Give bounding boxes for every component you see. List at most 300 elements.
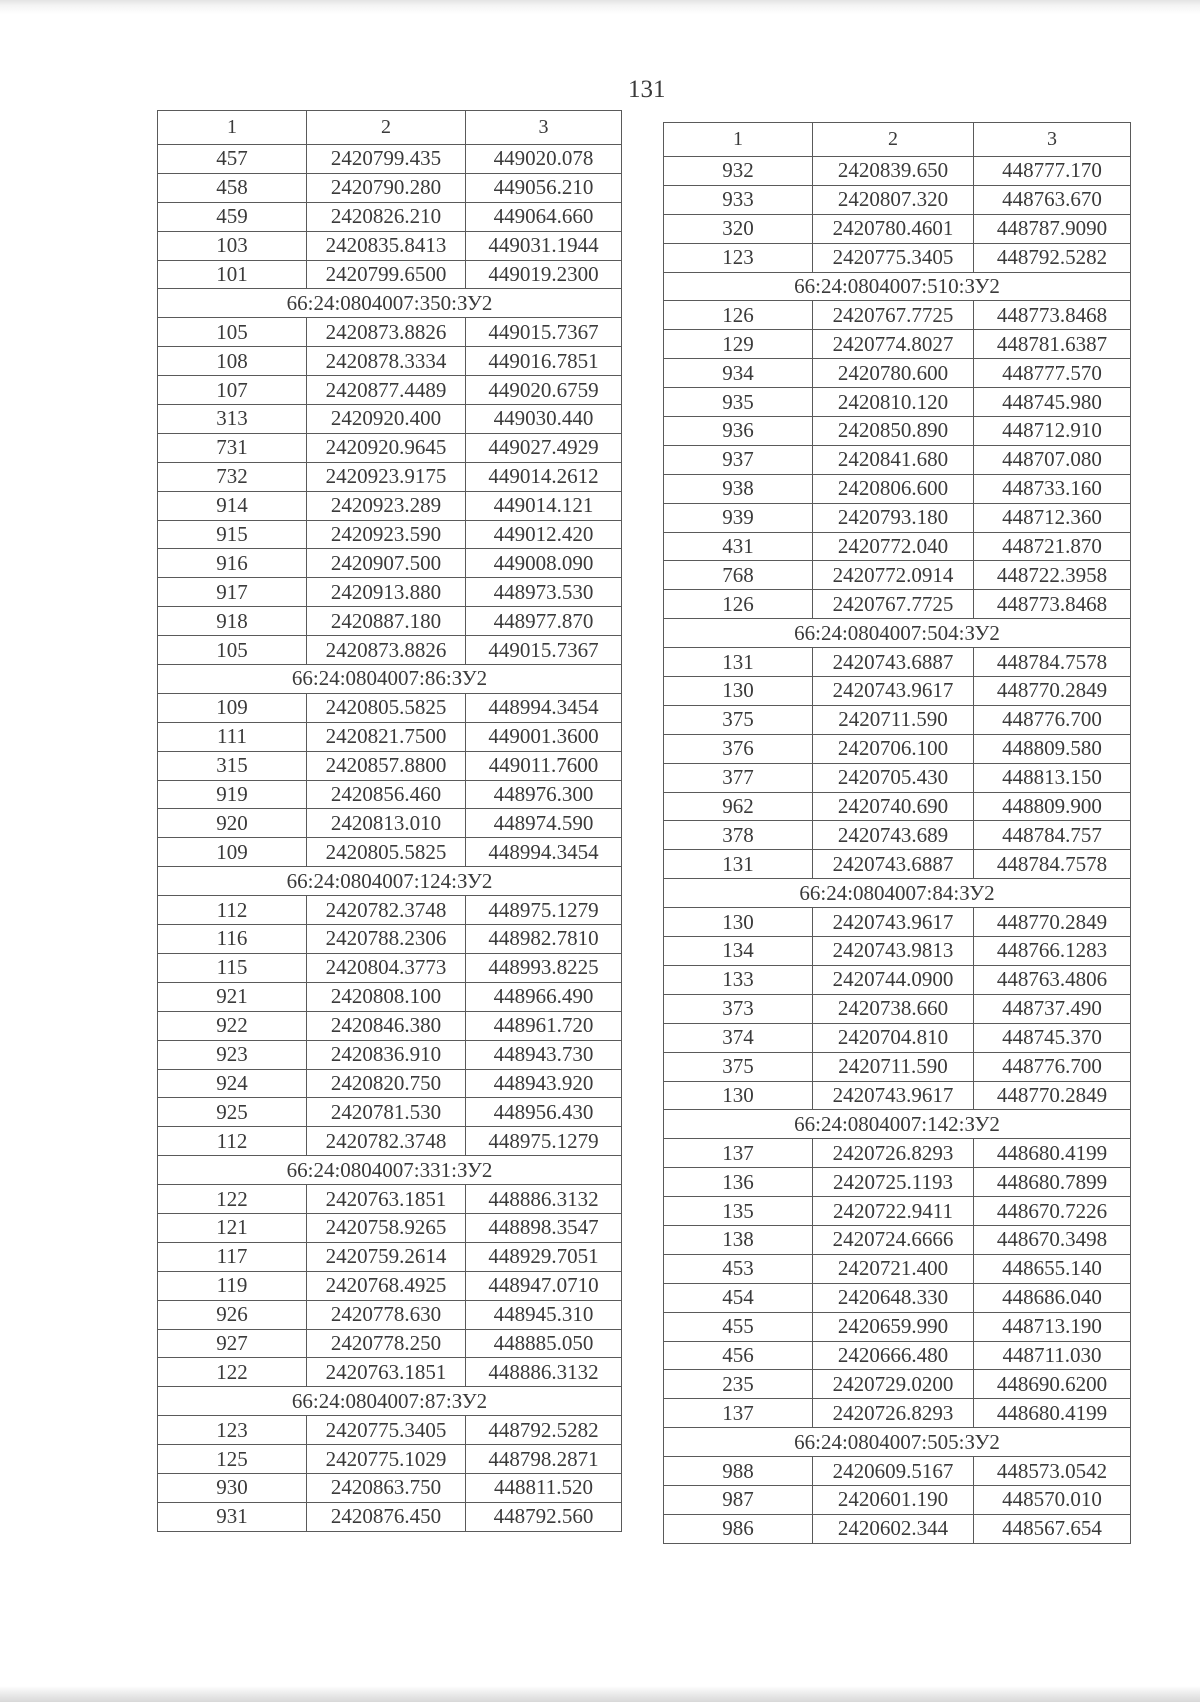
table-row — [158, 953, 622, 982]
table-row — [664, 1225, 1131, 1254]
parcel-cadastral-number: 66:24:0804007:142:ЗУ2 — [664, 1110, 1131, 1139]
coordinate-y: 448943.920 — [466, 1069, 622, 1098]
coordinate-y: 448777.570 — [974, 359, 1131, 388]
coordinate-x: 2420774.8027 — [813, 330, 974, 359]
point-number: 134 — [664, 937, 813, 966]
coordinate-x: 2420799.435 — [307, 145, 466, 174]
parcel-cadastral-number: 66:24:0804007:331:ЗУ2 — [158, 1156, 622, 1185]
coordinate-y: 448781.6387 — [974, 330, 1131, 359]
table-row — [158, 1358, 622, 1387]
parcel-section-row — [664, 879, 1131, 908]
coordinate-x: 2420856.460 — [307, 780, 466, 809]
coordinate-x: 2420763.1851 — [307, 1358, 466, 1387]
point-number: 131 — [664, 648, 813, 677]
point-number: 915 — [158, 520, 307, 549]
coordinate-y: 448813.150 — [974, 763, 1131, 792]
coordinate-y: 449008.090 — [466, 549, 622, 578]
table-row — [664, 503, 1131, 532]
point-number: 313 — [158, 405, 307, 434]
coordinate-y: 448784.7578 — [974, 648, 1131, 677]
coordinate-y: 448745.980 — [974, 388, 1131, 417]
coordinate-x: 2420778.250 — [307, 1329, 466, 1358]
table-row — [664, 1370, 1131, 1399]
coordinate-x: 2420743.9617 — [813, 1081, 974, 1110]
coordinate-x: 2420705.430 — [813, 763, 974, 792]
coordinate-x: 2420775.3405 — [307, 1416, 466, 1445]
point-number: 115 — [158, 953, 307, 982]
coordinate-y: 448798.2871 — [466, 1445, 622, 1474]
table-row — [158, 925, 622, 954]
table-row — [664, 301, 1131, 330]
coordinate-y: 448809.900 — [974, 792, 1131, 821]
coordinate-y: 448713.190 — [974, 1312, 1131, 1341]
header-row — [158, 111, 622, 145]
point-number: 986 — [664, 1514, 813, 1543]
parcel-section-row — [158, 867, 622, 896]
coordinate-x: 2420873.8826 — [307, 636, 466, 665]
parcel-cadastral-number: 66:24:0804007:124:ЗУ2 — [158, 867, 622, 896]
table-row — [158, 405, 622, 434]
coordinate-x: 2420744.0900 — [813, 965, 974, 994]
coordinate-x: 2420726.8293 — [813, 1399, 974, 1428]
point-number: 135 — [664, 1197, 813, 1226]
coordinate-y: 448763.670 — [974, 185, 1131, 214]
coordinate-x: 2420725.1193 — [813, 1168, 974, 1197]
scan-edge-top — [0, 0, 1200, 14]
table-row — [664, 1197, 1131, 1226]
parcel-section-row — [664, 1428, 1131, 1457]
coordinate-y: 449011.7600 — [466, 751, 622, 780]
coordinate-x: 2420799.6500 — [307, 260, 466, 289]
coordinate-y: 448733.160 — [974, 474, 1131, 503]
point-number: 916 — [158, 549, 307, 578]
table-row — [158, 1502, 622, 1531]
point-number: 378 — [664, 821, 813, 850]
point-number: 917 — [158, 578, 307, 607]
table-row — [664, 994, 1131, 1023]
point-number: 933 — [664, 185, 813, 214]
coordinate-x: 2420729.0200 — [813, 1370, 974, 1399]
coordinate-x: 2420877.4489 — [307, 376, 466, 405]
coordinate-x: 2420857.8800 — [307, 751, 466, 780]
point-number: 122 — [158, 1185, 307, 1214]
coordinate-x: 2420780.600 — [813, 359, 974, 388]
coordinate-x: 2420807.320 — [813, 185, 974, 214]
point-number: 107 — [158, 376, 307, 405]
coordinate-y: 448961.720 — [466, 1011, 622, 1040]
coordinate-x: 2420648.330 — [813, 1283, 974, 1312]
coordinate-x: 2420740.690 — [813, 792, 974, 821]
table-row — [158, 896, 622, 925]
table-row — [664, 937, 1131, 966]
table-row — [664, 965, 1131, 994]
table-row — [664, 1399, 1131, 1428]
point-number: 373 — [664, 994, 813, 1023]
coordinates-table-right — [663, 122, 1131, 1544]
table-row — [158, 636, 622, 665]
point-number: 922 — [158, 1011, 307, 1040]
coordinate-y: 449012.420 — [466, 520, 622, 549]
table-row — [158, 145, 622, 174]
point-number: 131 — [664, 850, 813, 879]
coordinate-y: 448690.6200 — [974, 1370, 1131, 1399]
point-number: 126 — [664, 301, 813, 330]
coordinates-table-left — [157, 110, 622, 1532]
coordinate-x: 2420659.990 — [813, 1312, 974, 1341]
table-body — [664, 123, 1131, 1544]
point-number: 123 — [664, 243, 813, 272]
table-row — [664, 474, 1131, 503]
table-row — [664, 185, 1131, 214]
coordinate-y: 449015.7367 — [466, 636, 622, 665]
point-number: 938 — [664, 474, 813, 503]
table-row — [664, 445, 1131, 474]
point-number: 431 — [664, 532, 813, 561]
table-row — [158, 260, 622, 289]
coordinate-x: 2420772.040 — [813, 532, 974, 561]
table-row — [664, 1312, 1131, 1341]
point-number: 136 — [664, 1168, 813, 1197]
coordinate-x: 2420704.810 — [813, 1023, 974, 1052]
point-number: 927 — [158, 1329, 307, 1358]
point-number: 133 — [664, 965, 813, 994]
table-row — [158, 520, 622, 549]
table-row — [664, 792, 1131, 821]
coordinate-x: 2420743.6887 — [813, 648, 974, 677]
coordinate-y: 448976.300 — [466, 780, 622, 809]
table-row — [664, 590, 1131, 619]
table-row — [158, 1040, 622, 1069]
parcel-section-row — [158, 665, 622, 694]
parcel-cadastral-number: 66:24:0804007:510:ЗУ2 — [664, 272, 1131, 301]
table-row — [664, 1254, 1131, 1283]
table-row — [158, 780, 622, 809]
coordinate-y: 449016.7851 — [466, 347, 622, 376]
coordinate-x: 2420808.100 — [307, 982, 466, 1011]
point-number: 112 — [158, 896, 307, 925]
coordinate-y: 448745.370 — [974, 1023, 1131, 1052]
point-number: 123 — [158, 1416, 307, 1445]
coordinate-x: 2420743.9617 — [813, 908, 974, 937]
coordinate-x: 2420743.9813 — [813, 937, 974, 966]
table-row — [664, 648, 1131, 677]
table-row — [664, 243, 1131, 272]
point-number: 138 — [664, 1225, 813, 1254]
point-number: 919 — [158, 780, 307, 809]
coordinate-y: 448966.490 — [466, 982, 622, 1011]
table-row — [664, 532, 1131, 561]
point-number: 315 — [158, 751, 307, 780]
table-row — [158, 1300, 622, 1329]
table-row — [664, 1139, 1131, 1168]
table-row — [664, 1283, 1131, 1312]
point-number: 936 — [664, 417, 813, 446]
coordinate-x: 2420711.590 — [813, 705, 974, 734]
table-row — [664, 763, 1131, 792]
coordinate-y: 448792.5282 — [974, 243, 1131, 272]
coordinate-y: 448773.8468 — [974, 301, 1131, 330]
point-number: 731 — [158, 433, 307, 462]
point-number: 235 — [664, 1370, 813, 1399]
table-row — [158, 231, 622, 260]
coordinate-x: 2420839.650 — [813, 157, 974, 186]
coordinate-x: 2420726.8293 — [813, 1139, 974, 1168]
coordinate-y: 448792.5282 — [466, 1416, 622, 1445]
coordinate-y: 448886.3132 — [466, 1358, 622, 1387]
point-number: 987 — [664, 1485, 813, 1514]
table-row — [158, 347, 622, 376]
coordinate-y: 448792.560 — [466, 1502, 622, 1531]
point-number: 119 — [158, 1271, 307, 1300]
coordinate-y: 449020.6759 — [466, 376, 622, 405]
coordinate-x: 2420820.750 — [307, 1069, 466, 1098]
coordinate-y: 449031.1944 — [466, 231, 622, 260]
point-number: 918 — [158, 607, 307, 636]
coordinate-x: 2420758.9265 — [307, 1213, 466, 1242]
coordinate-y: 448570.010 — [974, 1485, 1131, 1514]
column-header: 2 — [813, 123, 974, 157]
coordinate-y: 449014.121 — [466, 491, 622, 520]
coordinate-y: 448686.040 — [974, 1283, 1131, 1312]
header-row — [664, 123, 1131, 157]
coordinate-y: 448943.730 — [466, 1040, 622, 1069]
table-row — [664, 1457, 1131, 1486]
table-row — [158, 433, 622, 462]
coordinate-y: 449056.210 — [466, 173, 622, 202]
coordinate-x: 2420810.120 — [813, 388, 974, 417]
coordinate-x: 2420706.100 — [813, 734, 974, 763]
coordinate-y: 448773.8468 — [974, 590, 1131, 619]
table-row — [158, 318, 622, 347]
table-row — [158, 1011, 622, 1040]
coordinate-x: 2420767.7725 — [813, 301, 974, 330]
page-number: 131 — [628, 76, 666, 103]
table-row — [158, 491, 622, 520]
coordinate-x: 2420821.7500 — [307, 722, 466, 751]
coordinate-x: 2420743.6887 — [813, 850, 974, 879]
point-number: 121 — [158, 1213, 307, 1242]
point-number: 376 — [664, 734, 813, 763]
coordinate-y: 448670.3498 — [974, 1225, 1131, 1254]
table-row — [158, 376, 622, 405]
point-number: 130 — [664, 908, 813, 937]
coordinate-x: 2420876.450 — [307, 1502, 466, 1531]
coordinate-x: 2420873.8826 — [307, 318, 466, 347]
coordinate-x: 2420923.590 — [307, 520, 466, 549]
table-row — [158, 838, 622, 867]
coordinate-y: 448680.7899 — [974, 1168, 1131, 1197]
coordinate-y: 448947.0710 — [466, 1271, 622, 1300]
coordinate-x: 2420666.480 — [813, 1341, 974, 1370]
point-number: 925 — [158, 1098, 307, 1127]
table-row — [158, 722, 622, 751]
point-number: 457 — [158, 145, 307, 174]
point-number: 459 — [158, 202, 307, 231]
table-row — [158, 1185, 622, 1214]
parcel-section-row — [664, 1110, 1131, 1139]
point-number: 105 — [158, 636, 307, 665]
table-row — [158, 693, 622, 722]
table-row — [664, 1341, 1131, 1370]
coordinate-x: 2420826.210 — [307, 202, 466, 231]
point-number: 920 — [158, 809, 307, 838]
coordinate-y: 448945.310 — [466, 1300, 622, 1329]
coordinate-x: 2420788.2306 — [307, 925, 466, 954]
table-row — [664, 677, 1131, 706]
table-row — [158, 1127, 622, 1156]
point-number: 126 — [664, 590, 813, 619]
table-row — [158, 982, 622, 1011]
column-header: 3 — [466, 111, 622, 145]
table-row — [664, 561, 1131, 590]
point-number: 130 — [664, 1081, 813, 1110]
coordinate-x: 2420790.280 — [307, 173, 466, 202]
table-row — [158, 607, 622, 636]
coordinate-y: 448784.757 — [974, 821, 1131, 850]
column-header: 2 — [307, 111, 466, 145]
table-row — [158, 751, 622, 780]
coordinate-x: 2420846.380 — [307, 1011, 466, 1040]
coordinate-x: 2420804.3773 — [307, 953, 466, 982]
coordinate-x: 2420907.500 — [307, 549, 466, 578]
table-row — [158, 1213, 622, 1242]
column-header: 1 — [158, 111, 307, 145]
table-row — [664, 1052, 1131, 1081]
coordinate-x: 2420724.6666 — [813, 1225, 974, 1254]
coordinate-y: 448712.360 — [974, 503, 1131, 532]
coordinate-y: 448766.1283 — [974, 937, 1131, 966]
coordinate-y: 448898.3547 — [466, 1213, 622, 1242]
coordinate-x: 2420759.2614 — [307, 1242, 466, 1271]
parcel-section-row — [664, 619, 1131, 648]
coordinate-y: 448994.3454 — [466, 693, 622, 722]
coordinate-y: 448680.4199 — [974, 1139, 1131, 1168]
parcel-cadastral-number: 66:24:0804007:84:ЗУ2 — [664, 879, 1131, 908]
point-number: 931 — [158, 1502, 307, 1531]
coordinate-y: 449064.660 — [466, 202, 622, 231]
table-row — [158, 1069, 622, 1098]
coordinate-y: 448707.080 — [974, 445, 1131, 474]
coordinate-y: 449014.2612 — [466, 462, 622, 491]
table-row — [158, 173, 622, 202]
point-number: 934 — [664, 359, 813, 388]
point-number: 103 — [158, 231, 307, 260]
coordinate-y: 448929.7051 — [466, 1242, 622, 1271]
column-header: 3 — [974, 123, 1131, 157]
table-row — [158, 1416, 622, 1445]
table-row — [158, 1271, 622, 1300]
coordinate-x: 2420772.0914 — [813, 561, 974, 590]
point-number: 101 — [158, 260, 307, 289]
coordinate-x: 2420835.8413 — [307, 231, 466, 260]
coordinate-y: 448712.910 — [974, 417, 1131, 446]
coordinate-y: 448776.700 — [974, 705, 1131, 734]
point-number: 109 — [158, 838, 307, 867]
column-header: 1 — [664, 123, 813, 157]
point-number: 768 — [664, 561, 813, 590]
table-row — [664, 705, 1131, 734]
coordinate-y: 448956.430 — [466, 1098, 622, 1127]
coordinate-y: 449020.078 — [466, 145, 622, 174]
point-number: 926 — [158, 1300, 307, 1329]
point-number: 988 — [664, 1457, 813, 1486]
point-number: 105 — [158, 318, 307, 347]
coordinate-y: 448721.870 — [974, 532, 1131, 561]
coordinate-y: 449027.4929 — [466, 433, 622, 462]
table-row — [158, 1098, 622, 1127]
coordinate-y: 448770.2849 — [974, 908, 1131, 937]
table-row — [664, 908, 1131, 937]
point-number: 937 — [664, 445, 813, 474]
point-number: 374 — [664, 1023, 813, 1052]
point-number: 454 — [664, 1283, 813, 1312]
table-row — [664, 417, 1131, 446]
point-number: 732 — [158, 462, 307, 491]
table-row — [664, 157, 1131, 186]
point-number: 455 — [664, 1312, 813, 1341]
coordinate-x: 2420841.680 — [813, 445, 974, 474]
table-row — [158, 809, 622, 838]
parcel-cadastral-number: 66:24:0804007:504:ЗУ2 — [664, 619, 1131, 648]
table-row — [664, 359, 1131, 388]
coordinate-x: 2420923.289 — [307, 491, 466, 520]
coordinate-x: 2420775.1029 — [307, 1445, 466, 1474]
table-row — [158, 1242, 622, 1271]
coordinate-x: 2420813.010 — [307, 809, 466, 838]
coordinate-x: 2420863.750 — [307, 1473, 466, 1502]
table-row — [664, 850, 1131, 879]
point-number: 108 — [158, 347, 307, 376]
coordinate-y: 448722.3958 — [974, 561, 1131, 590]
point-number: 914 — [158, 491, 307, 520]
table-row — [664, 1514, 1131, 1543]
table-row — [158, 578, 622, 607]
point-number: 458 — [158, 173, 307, 202]
point-number: 924 — [158, 1069, 307, 1098]
table-row — [664, 330, 1131, 359]
point-number: 377 — [664, 763, 813, 792]
point-number: 111 — [158, 722, 307, 751]
table-row — [664, 214, 1131, 243]
table-row — [664, 388, 1131, 417]
coordinate-x: 2420920.400 — [307, 405, 466, 434]
point-number: 962 — [664, 792, 813, 821]
coordinate-x: 2420743.689 — [813, 821, 974, 850]
coordinate-y: 449019.2300 — [466, 260, 622, 289]
point-number: 375 — [664, 1052, 813, 1081]
coordinate-x: 2420923.9175 — [307, 462, 466, 491]
coordinate-x: 2420738.660 — [813, 994, 974, 1023]
point-number: 137 — [664, 1139, 813, 1168]
point-number: 375 — [664, 705, 813, 734]
point-number: 939 — [664, 503, 813, 532]
coordinate-y: 448670.7226 — [974, 1197, 1131, 1226]
point-number: 935 — [664, 388, 813, 417]
parcel-cadastral-number: 66:24:0804007:86:ЗУ2 — [158, 665, 622, 694]
table-row — [158, 1445, 622, 1474]
table-row — [158, 1329, 622, 1358]
point-number: 125 — [158, 1445, 307, 1474]
point-number: 112 — [158, 1127, 307, 1156]
point-number: 930 — [158, 1473, 307, 1502]
coordinate-y: 449030.440 — [466, 405, 622, 434]
coordinate-x: 2420609.5167 — [813, 1457, 974, 1486]
coordinate-x: 2420743.9617 — [813, 677, 974, 706]
coordinate-x: 2420721.400 — [813, 1254, 974, 1283]
coordinate-x: 2420887.180 — [307, 607, 466, 636]
table-row — [158, 462, 622, 491]
coordinate-x: 2420711.590 — [813, 1052, 974, 1081]
